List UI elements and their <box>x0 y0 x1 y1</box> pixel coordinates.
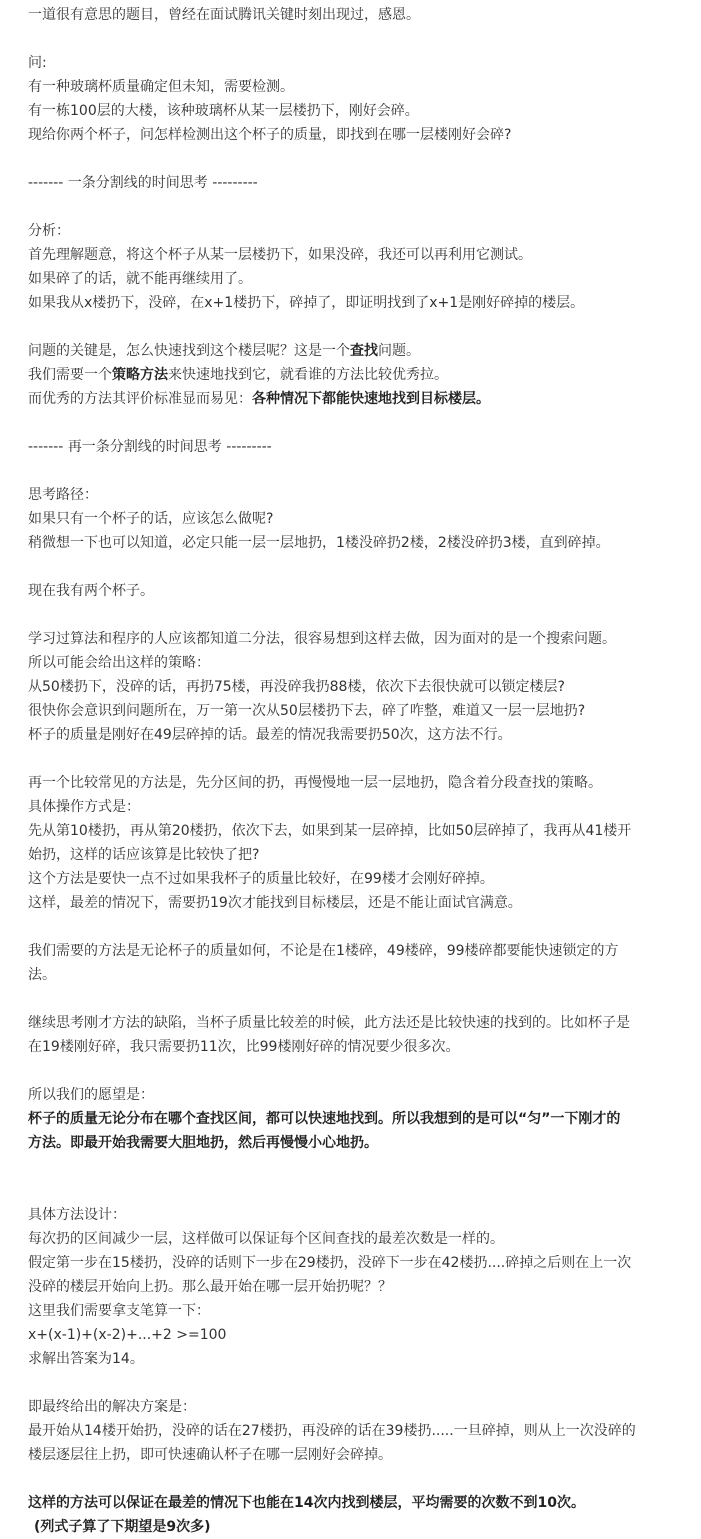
formula-line: x+(x-1)+(x-2)+...+2 >=100 <box>28 1327 227 1343</box>
thinking-line: 稍微想一下也可以知道，必定只能一层一层地扔，1楼没碎扔2楼，2楼没碎扔3楼，直到碎掉。 <box>28 535 610 551</box>
two-cups-text: 现在我有两个杯子。 <box>28 583 154 599</box>
continue-line: 继续思考刚才方法的缺陷，当杯子质量比较差的时候，此方法还是比较快速的找到的。比如杯子是 <box>28 1015 630 1031</box>
solution-line: 最开始从14楼开始扔，没碎的话在27楼扔，再没碎的话在39楼扔.....一旦碎掉，则从上一次没碎的 <box>28 1423 636 1439</box>
design-line: 没碎的楼层开始向上扔。那么最开始在哪一层开始扔呢？？ <box>28 1279 392 1295</box>
segment-line: 具体操作方式是： <box>28 799 140 815</box>
key-line <box>28 363 688 387</box>
solution-label: 即最终给出的解决方案是： <box>28 1399 196 1415</box>
binary-line: 从50楼扔下，没碎的话，再扔75楼，再没碎我扔88楼，依次下去很快就可以锁定楼层? <box>28 679 565 695</box>
binary-line: 学习过算法和程序的人应该都知道二分法，很容易想到这样去做，因为面对的是一个搜索问题。 <box>28 631 616 647</box>
key-line <box>28 339 688 363</box>
design-line: 这里我们需要拿支笔算一下： <box>28 1303 210 1319</box>
key-bold: 各种情况下都能快速地找到目标楼层。 <box>252 391 490 407</box>
question-label: 问: <box>28 55 47 71</box>
question-line: 有一种玻璃杯质量确定但未知，需要检测。 <box>28 79 294 95</box>
segment-line: 这个方法是要快一点不过如果我杯子的质量比较好，在99楼才会刚好碎掉。 <box>28 871 494 887</box>
key-bold: 查找 <box>350 343 378 359</box>
question-line: 现给你两个杯子，问怎样检测出这个杯子的质量，即找到在哪一层楼刚好会碎? <box>28 127 512 143</box>
segment-line: 再一个比较常见的方法是，先分区间的扔，再慢慢地一层一层地扔，隐含着分段查找的策略。 <box>28 775 602 791</box>
key-text: 问题。 <box>378 343 420 359</box>
key-text: 问题的关键是，怎么快速找到这个楼层呢？这是一个 <box>28 343 350 359</box>
divider-text: ------- 一条分割线的时间思考 --------- <box>28 175 258 191</box>
wish-bold-line: 杯子的质量无论分布在哪个查找区间，都可以快速地找到。所以我想到的是可以“匀”一下刚才的 <box>28 1111 621 1127</box>
question-line: 有一栋100层的大楼，该种玻璃杯从某一层楼扔下，刚好会碎。 <box>28 103 419 119</box>
solution-line: 楼层逐层往上扔，即可快速确认杯子在哪一层刚好会碎掉。 <box>28 1447 392 1463</box>
design-line: 求解出答案为14。 <box>28 1351 144 1367</box>
thinking-label: 思考路径： <box>28 487 98 503</box>
key-text: 我们需要一个 <box>28 367 112 383</box>
intro-text: 一道很有意思的题目，曾经在面试腾讯关键时刻出现过，感恩。 <box>28 7 420 23</box>
conclusion-note: (列式子算了下期望是9次多) <box>34 1519 211 1535</box>
design-line: 每次扔的区间减少一层，这样做可以保证每个区间查找的最差次数是一样的。 <box>28 1231 504 1247</box>
continue-line: 在19楼刚好碎，我只需要扔11次，比99楼刚好碎的情况要少很多次。 <box>28 1039 460 1055</box>
wish-label: 所以我们的愿望是： <box>28 1087 154 1103</box>
thinking-line: 如果只有一个杯子的话，应该怎么做呢? <box>28 511 274 527</box>
need-line: 法。 <box>28 967 56 983</box>
design-line: 假定第一步在15楼扔，没碎的话则下一步在29楼扔，没碎下一步在42楼扔....碎掉之后则在上一次 <box>28 1255 632 1271</box>
key-text: 来快速地找到它，就看谁的方法比较优秀拉。 <box>168 367 448 383</box>
design-label: 具体方法设计： <box>28 1207 126 1223</box>
segment-line: 先从第10楼扔，再从第20楼扔，依次下去，如果到某一层碎掉，比如50层碎掉了，我再从41楼开 <box>28 823 632 839</box>
analysis-line: 如果我从x楼扔下，没碎，在x+1楼扔下，碎掉了，即证明找到了x+1是刚好碎掉的楼层。 <box>28 295 585 311</box>
segment-line: 这样，最差的情况下，需要扔19次才能找到目标楼层，还是不能让面试官满意。 <box>28 895 522 911</box>
analysis-line: 如果碎了的话，就不能再继续用了。 <box>28 271 252 287</box>
conclusion-line: 这样的方法可以保证在最差的情况下也能在14次内找到楼层，平均需要的次数不到10次。 <box>28 1495 585 1511</box>
need-line: 我们需要的方法是无论杯子的质量如何，不论是在1楼碎，49楼碎，99楼碎都要能快速锁定的方 <box>28 943 619 959</box>
key-bold: 策略方法 <box>112 367 168 383</box>
binary-line: 很快你会意识到问题所在，万一第一次从50层楼扔下去，碎了咋整，难道又一层一层地扔? <box>28 703 586 719</box>
segment-line: 始扔，这样的话应该算是比较快了把? <box>28 847 260 863</box>
analysis-line: 首先理解题意，将这个杯子从某一层楼扔下，如果没碎，我还可以再利用它测试。 <box>28 247 532 263</box>
binary-line: 所以可能会给出这样的策略： <box>28 655 210 671</box>
binary-line: 杯子的质量是刚好在49层碎掉的话。最差的情况我需要扔50次，这方法不行。 <box>28 727 512 743</box>
wish-bold-line: 方法。即最开始我需要大胆地扔，然后再慢慢小心地扔。 <box>28 1135 378 1151</box>
analysis-label: 分析： <box>28 223 70 239</box>
divider-text: ------- 再一条分割线的时间思考 --------- <box>28 439 272 455</box>
key-line <box>28 387 688 411</box>
key-text: 而优秀的方法其评价标准显而易见： <box>28 391 252 407</box>
